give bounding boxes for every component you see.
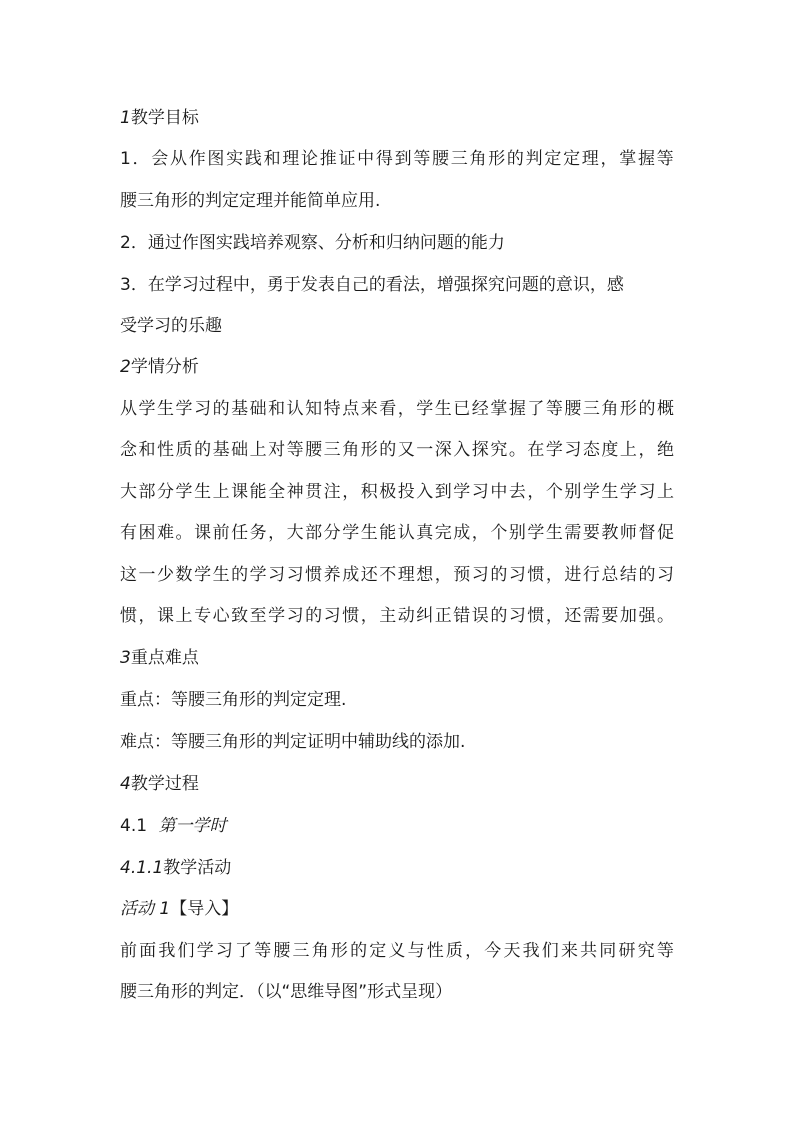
subheading-number: 4.1.1 bbox=[120, 858, 164, 878]
heading-key-points bbox=[120, 646, 199, 670]
subheading-number: 4.1 bbox=[120, 816, 148, 836]
subheading-text: 教学活动 bbox=[163, 858, 232, 878]
heading-number: 1 bbox=[120, 108, 131, 128]
goal-item-3-line-2: 受学习的乐趣 bbox=[120, 316, 222, 336]
heading-number: 2 bbox=[120, 357, 131, 377]
heading-teaching-process bbox=[120, 772, 199, 796]
activity-heading bbox=[120, 897, 238, 921]
heading-teaching-goals bbox=[120, 106, 199, 130]
analysis-line: 有 困 难 。 课 前 任 务 ， 大 部 分 学 生 能 认 真 完 成 ， 个 别 学 生 需 要 教 师 督 促 bbox=[120, 523, 674, 543]
key-point: 重点：等腰三角形的判定定理. bbox=[120, 690, 347, 710]
analysis-line: 惯 ， 课 上 专 心 致 至 学 习 的 习 惯 ， 主 动 纠 正 错 误 的 习 惯 ， 还 需 要 加 强 。 bbox=[120, 606, 674, 626]
activity-tag: 【导入】 bbox=[170, 899, 239, 919]
subheading-text: 第一学时 bbox=[158, 816, 227, 836]
activity-label: 活动 1 bbox=[120, 899, 171, 919]
analysis-line: 这 一 少 数 学 生 的 学 习 习 惯 养 成 还 不 理 想 ， 预 习 的 习 惯 ， 进 行 总 结 的 习 bbox=[120, 565, 674, 585]
analysis-line: 念 和 性 质 的 基 础 上 对 等 腰 三 角 形 的 又 一 深 入 探 究 。 在 学 习 态 度 上 ， 绝 bbox=[120, 440, 674, 460]
goal-item-2: 2．通过作图实践培养观察、分析和归纳问题的能力 bbox=[120, 233, 505, 253]
heading-number: 4 bbox=[120, 774, 131, 794]
heading-text: 重点难点 bbox=[130, 648, 199, 668]
difficult-point: 难点：等腰三角形的判定证明中辅助线的添加. bbox=[120, 732, 466, 752]
analysis-line: 从 学 生 学 习 的 基 础 和 认 知 特 点 来 看 ， 学 生 已 经 掌 握 了 等 腰 三 角 形 的 概 bbox=[120, 399, 674, 419]
heading-learner-analysis bbox=[120, 355, 199, 379]
heading-text: 教学过程 bbox=[130, 774, 199, 794]
heading-text: 教学目标 bbox=[130, 108, 199, 128]
intro-line-1: 前 面 我 们 学 习 了 等 腰 三 角 形 的 定 义 与 性 质 ， 今 天 我 们 来 共 同 研 究 等 bbox=[120, 941, 674, 961]
goal-item-3-line-1: 3．在学习过程中，勇于发表自己的看法，增强探究问题的意识，感 bbox=[120, 275, 624, 295]
subheading-first-period bbox=[120, 814, 226, 838]
heading-text: 学情分析 bbox=[130, 357, 199, 377]
intro-line-2: 腰三角形的判定．（以“思维导图”形式呈现） bbox=[120, 982, 453, 1002]
heading-number: 3 bbox=[120, 648, 131, 668]
goal-item-1-line-1: 1 ． 会 从 作 图 实 践 和 理 论 推 证 中 得 到 等 腰 三 角 形 的 判 定 定 理 ， 掌 握 等 bbox=[120, 149, 674, 169]
goal-item-1-line-2: 腰三角形的判定定理并能简单应用. bbox=[120, 191, 381, 211]
subheading-teaching-activity bbox=[120, 856, 231, 880]
analysis-line: 大 部 分 学 生 上 课 能 全 神 贯 注 ， 积 极 投 入 到 学 习 中 去 ， 个 别 学 生 学 习 上 bbox=[120, 482, 674, 502]
